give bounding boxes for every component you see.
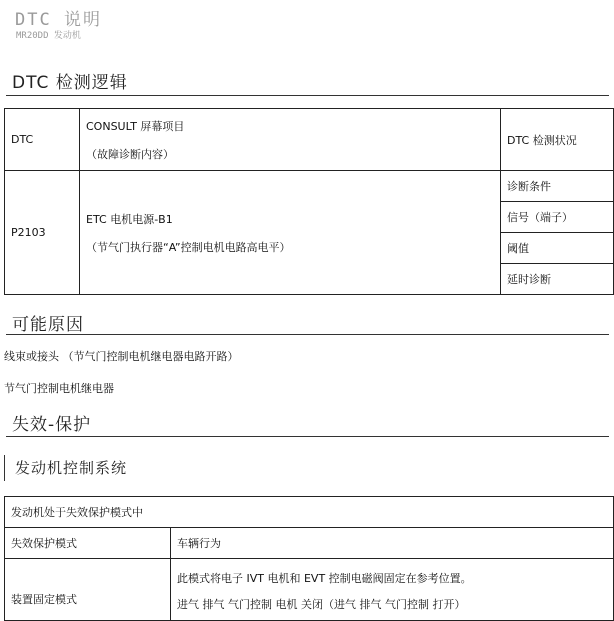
section-heading-causes: 可能原因 bbox=[12, 315, 84, 335]
failsafe-mode-value: 装置固定模式 bbox=[5, 559, 171, 621]
condition-diagnosis: 诊断条件 bbox=[501, 171, 614, 202]
table-header-row bbox=[5, 109, 614, 171]
failsafe-table bbox=[4, 496, 614, 621]
vehicle-behavior-value bbox=[171, 559, 614, 621]
dtc-code: P2103 bbox=[5, 171, 80, 295]
cause-item: 节气门控制电机继电器 bbox=[4, 382, 114, 395]
condition-signal: 信号（端子） bbox=[501, 202, 614, 233]
consult-item bbox=[80, 171, 501, 295]
consult-item-line2: （节气门执行器“A”控制电机电路高电平） bbox=[86, 240, 291, 254]
table-header-row bbox=[5, 528, 614, 559]
condition-threshold: 阈值 bbox=[501, 233, 614, 264]
page-subtitle: MR20DD 发动机 bbox=[16, 31, 81, 41]
page-title: DTC 说明 bbox=[15, 10, 102, 30]
vehicle-behavior-header: 车辆行为 bbox=[171, 528, 614, 559]
section-rule bbox=[6, 334, 609, 335]
table-row bbox=[5, 559, 614, 621]
failsafe-caption: 发动机处于失效保护模式中 bbox=[5, 497, 614, 528]
section-heading-logic: DTC 检测逻辑 bbox=[12, 73, 128, 93]
section-rule bbox=[6, 436, 609, 437]
condition-delay: 延时诊断 bbox=[501, 264, 614, 295]
section-rule bbox=[6, 95, 609, 96]
vehicle-behavior-line1: 此模式将电子 IVT 电机和 EVT 控制电磁阀固定在参考位置。 bbox=[177, 572, 472, 585]
section-heading-failsafe: 失效-保护 bbox=[12, 415, 92, 435]
dtc-column-header: DTC bbox=[5, 109, 80, 171]
failsafe-caption-row bbox=[5, 497, 614, 528]
vehicle-behavior-line2: 进气 排气 气门控制 电机 关闭（进气 排气 气门控制 打开） bbox=[177, 598, 466, 611]
consult-column-header bbox=[80, 109, 501, 171]
dtc-table bbox=[4, 108, 614, 295]
table-row bbox=[5, 171, 614, 202]
consult-header-line1: CONSULT 屏幕项目 bbox=[86, 119, 185, 133]
consult-header-line2: （故障诊断内容） bbox=[86, 147, 174, 161]
engine-control-heading: 发动机控制系统 bbox=[4, 455, 127, 481]
cause-item: 线束或接头 （节气门控制电机继电器电路开路） bbox=[4, 350, 239, 363]
consult-item-line1: ETC 电机电源-B1 bbox=[86, 212, 173, 226]
failsafe-mode-header: 失效保护模式 bbox=[5, 528, 171, 559]
status-column-header: DTC 检测状况 bbox=[501, 109, 614, 171]
